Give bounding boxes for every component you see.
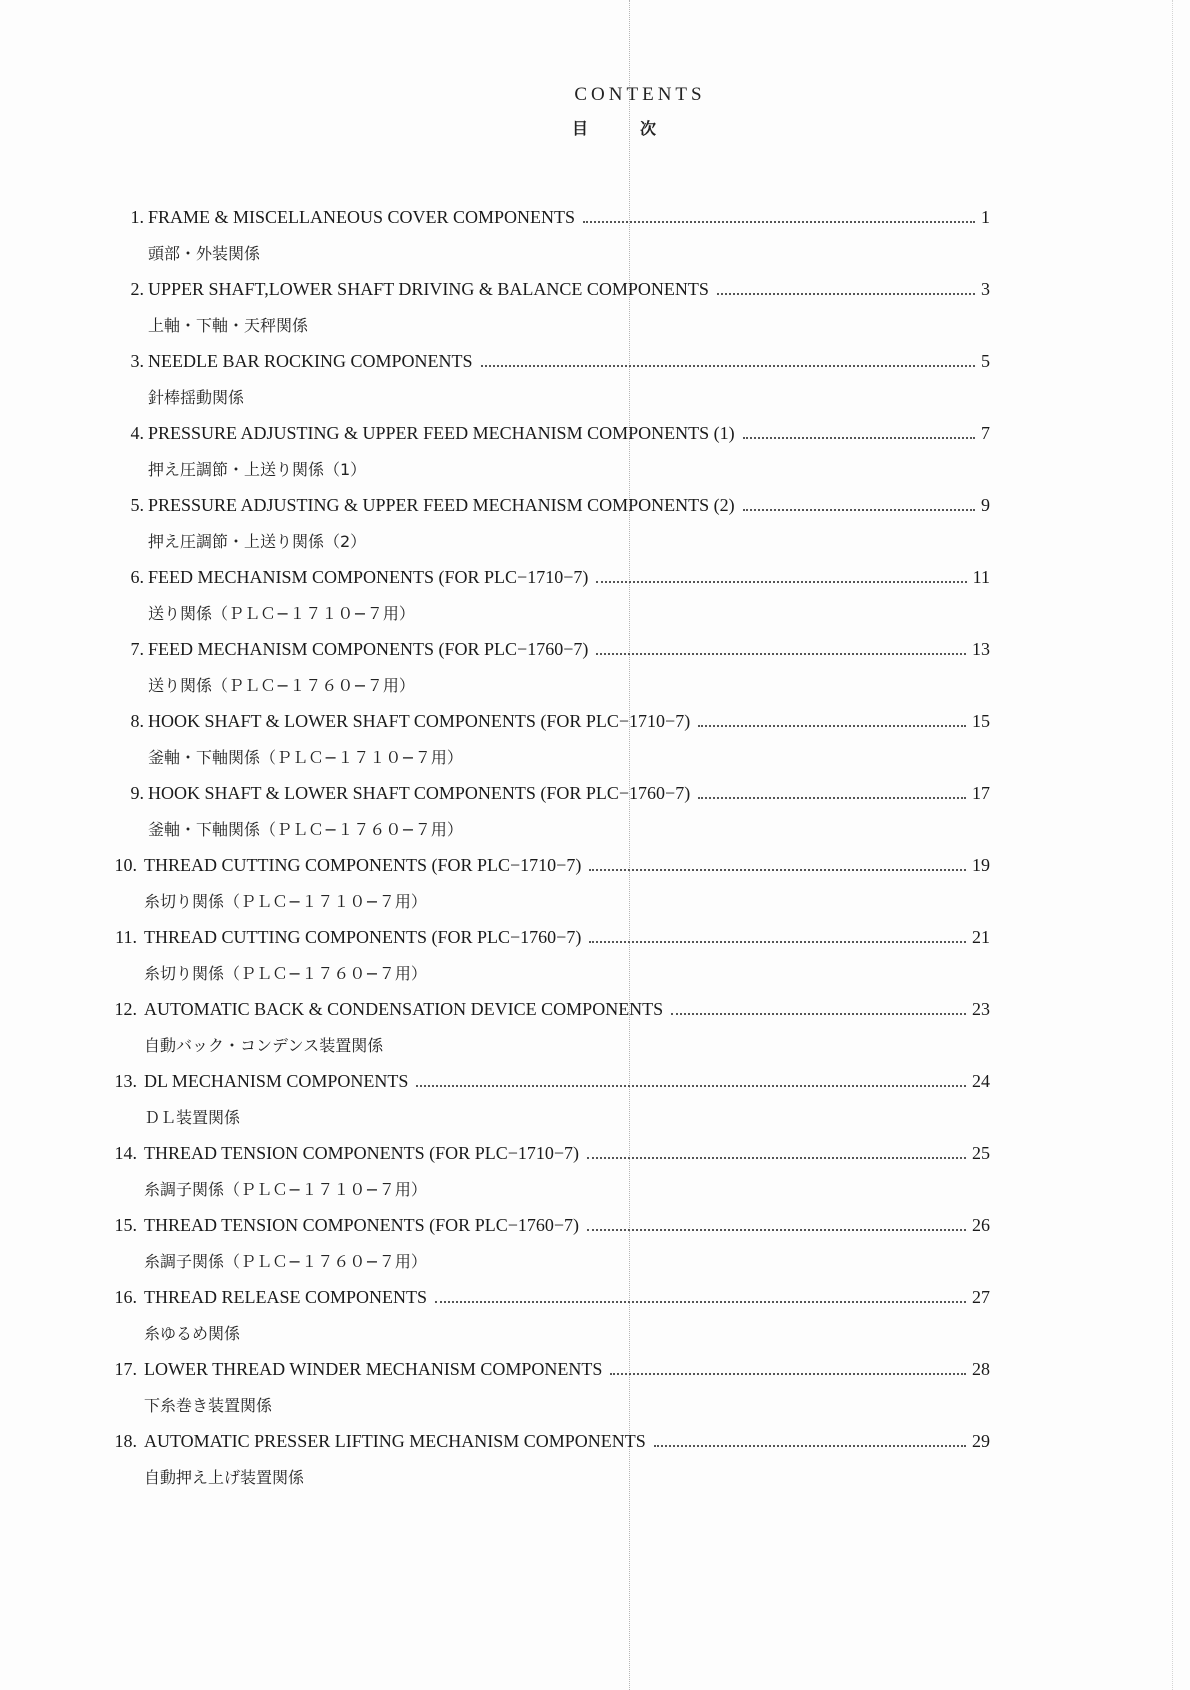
toc-leader-dots	[743, 493, 975, 511]
toc-entry[interactable]	[0, 1428, 1190, 1500]
toc-entry-title: FEED MECHANISM COMPONENTS (FOR PLC−1760−7)	[148, 639, 589, 659]
toc-entry-line	[148, 780, 990, 806]
toc-entry-title: NEEDLE BAR ROCKING COMPONENTS	[148, 351, 473, 371]
toc-entry-japanese: 上軸・下軸・天秤関係	[148, 316, 309, 335]
toc-entry-number: 1.	[130, 207, 144, 227]
toc-entry-line	[144, 924, 990, 950]
toc-leader-dots	[589, 925, 966, 943]
toc-entry-japanese: 針棒揺動関係	[148, 388, 245, 407]
toc-entry-row	[0, 564, 990, 590]
toc-page-number: 26	[972, 1215, 990, 1235]
toc-entry-line	[144, 852, 990, 878]
toc-leader-dots	[698, 709, 966, 727]
toc-entry[interactable]	[0, 924, 1190, 996]
toc-entry-line	[148, 420, 990, 446]
toc-entry[interactable]	[0, 276, 1190, 348]
toc-entry-number: 18.	[114, 1431, 137, 1451]
toc-entry-japanese: 頭部・外装関係	[148, 244, 261, 263]
toc-entry-row	[0, 708, 990, 734]
toc-leader-dots	[671, 997, 966, 1015]
toc-page-number: 24	[972, 1071, 990, 1091]
toc-entry-japanese: 糸切り関係（ＰＬＣ−１７１０−７用）	[144, 892, 427, 911]
toc-entry-row	[0, 1428, 990, 1454]
toc-entry-row	[0, 1068, 990, 1094]
toc-leader-dots	[596, 565, 966, 583]
toc-entry-title: DL MECHANISM COMPONENTS	[144, 1071, 409, 1091]
toc-entry-number: 8.	[130, 711, 144, 731]
toc-page-number: 21	[972, 927, 990, 947]
toc-entry-number: 13.	[114, 1071, 137, 1091]
toc-page-number: 15	[972, 711, 990, 731]
toc-entry-number: 10.	[114, 855, 137, 875]
toc-entry-line	[148, 564, 990, 590]
toc-entry-line	[144, 1428, 990, 1454]
toc-entry-number: 4.	[130, 423, 144, 443]
contents-title: CONTENTS	[574, 84, 706, 105]
toc-entry-number: 14.	[114, 1143, 137, 1163]
toc-entry-number: 12.	[114, 999, 137, 1019]
toc-page-number: 28	[972, 1359, 990, 1379]
toc-entry-line	[148, 276, 990, 302]
toc-leader-dots	[481, 349, 975, 367]
toc-entry[interactable]	[0, 1212, 1190, 1284]
toc-entry-number: 2.	[130, 279, 144, 299]
toc-entry-title: THREAD CUTTING COMPONENTS (FOR PLC−1760−7)	[144, 927, 582, 947]
toc-entry-title: UPPER SHAFT,LOWER SHAFT DRIVING & BALANCE COMPONENTS	[148, 279, 709, 299]
toc-entry-japanese: 糸調子関係（ＰＬＣ−１７１０−７用）	[144, 1180, 427, 1199]
toc-entry-number: 17.	[114, 1359, 137, 1379]
toc-entry[interactable]	[0, 1356, 1190, 1428]
toc-leader-dots	[610, 1357, 966, 1375]
contents-title-japanese: 目次	[571, 119, 708, 138]
toc-entry-line	[148, 708, 990, 734]
toc-entry-japanese: 下糸巻き装置関係	[144, 1396, 273, 1415]
toc-entry-row	[0, 996, 990, 1022]
toc-entry-line	[148, 348, 990, 374]
toc-entry-number: 3.	[130, 351, 144, 371]
toc-entry-number: 9.	[130, 783, 144, 803]
toc-entry-japanese: ＤＬ装置関係	[144, 1108, 241, 1127]
toc-entry-row	[0, 1212, 990, 1238]
toc-entry-japanese: 糸調子関係（ＰＬＣ−１７６０−７用）	[144, 1252, 427, 1271]
toc-entry-row	[0, 348, 990, 374]
toc-entry-number: 7.	[130, 639, 144, 659]
toc-entry-title: HOOK SHAFT & LOWER SHAFT COMPONENTS (FOR PLC−1710−7)	[148, 711, 691, 731]
toc-entry-japanese: 送り関係（ＰＬＣ−１７６０−７用）	[148, 676, 415, 695]
toc-page-number: 19	[972, 855, 990, 875]
toc-entry-row	[0, 276, 990, 302]
toc-entry-row	[0, 924, 990, 950]
toc-entry[interactable]	[0, 420, 1190, 492]
toc-entry-japanese: 自動バック・コンデンス装置関係	[144, 1036, 384, 1055]
toc-entry-japanese: 送り関係（ＰＬＣ−１７１０−７用）	[148, 604, 415, 623]
toc-entry-line	[144, 1212, 990, 1238]
toc-entry-line	[148, 492, 990, 518]
toc-entry-row	[0, 1356, 990, 1382]
toc-entry-number: 15.	[114, 1215, 137, 1235]
toc-page-number: 5	[981, 351, 990, 371]
toc-page-number: 17	[972, 783, 990, 803]
toc-entry-japanese: 押え圧調節・上送り関係（1）	[148, 460, 367, 479]
toc-entry-title: THREAD CUTTING COMPONENTS (FOR PLC−1710−7)	[144, 855, 582, 875]
toc-entry-line	[144, 1140, 990, 1166]
toc-entry-line	[148, 204, 990, 230]
toc-page-number: 3	[981, 279, 990, 299]
toc-page-number: 11	[972, 567, 990, 587]
toc-entry-title: LOWER THREAD WINDER MECHANISM COMPONENTS	[144, 1359, 603, 1379]
toc-leader-dots	[743, 421, 975, 439]
toc-entry-japanese: 押え圧調節・上送り関係（2）	[148, 532, 367, 551]
toc-entry-japanese: 釜軸・下軸関係（ＰＬＣ−１７１０−７用）	[148, 748, 463, 767]
toc-leader-dots	[587, 1213, 966, 1231]
toc-entry-title: THREAD TENSION COMPONENTS (FOR PLC−1710−7)	[144, 1143, 579, 1163]
toc-entry[interactable]	[0, 204, 1190, 276]
toc-entry-title: PRESSURE ADJUSTING & UPPER FEED MECHANISM COMPONENTS (2)	[148, 495, 735, 515]
toc-entry-number: 5.	[130, 495, 144, 515]
toc-leader-dots	[583, 205, 975, 223]
toc-page-number: 25	[972, 1143, 990, 1163]
toc-entry[interactable]	[0, 636, 1190, 708]
toc-leader-dots	[416, 1069, 966, 1087]
toc-entry-line	[144, 1284, 990, 1310]
toc-entry-japanese: 釜軸・下軸関係（ＰＬＣ−１７６０−７用）	[148, 820, 463, 839]
toc-page-number: 23	[972, 999, 990, 1019]
toc-entry-title: THREAD RELEASE COMPONENTS	[144, 1287, 428, 1307]
toc-entry-row	[0, 780, 990, 806]
toc-entry-title: FRAME & MISCELLANEOUS COVER COMPONENTS	[148, 207, 576, 227]
toc-entry-line	[148, 636, 990, 662]
toc-entry-title: AUTOMATIC BACK & CONDENSATION DEVICE COMPONENTS	[144, 999, 664, 1019]
toc-entry[interactable]	[0, 996, 1190, 1068]
toc-entry[interactable]	[0, 780, 1190, 852]
toc-entry-line	[144, 1356, 990, 1382]
toc-entry-row	[0, 1284, 990, 1310]
toc-entry-japanese: 糸ゆるめ関係	[144, 1324, 241, 1343]
toc-entry-row	[0, 420, 990, 446]
toc-entry-row	[0, 852, 990, 878]
toc-page-number: 1	[981, 207, 990, 227]
toc-leader-dots	[596, 637, 966, 655]
toc-entry-title: PRESSURE ADJUSTING & UPPER FEED MECHANISM COMPONENTS (1)	[148, 423, 735, 443]
toc-entry-title: THREAD TENSION COMPONENTS (FOR PLC−1760−7)	[144, 1215, 579, 1235]
toc-leader-dots	[435, 1285, 966, 1303]
toc-page-number: 13	[972, 639, 990, 659]
toc-page-number: 27	[972, 1287, 990, 1307]
toc-entry[interactable]	[0, 852, 1190, 924]
toc-entry[interactable]	[0, 564, 1190, 636]
toc-entry[interactable]	[0, 1140, 1190, 1212]
toc-entry-row	[0, 204, 990, 230]
toc-entry-title: HOOK SHAFT & LOWER SHAFT COMPONENTS (FOR PLC−1760−7)	[148, 783, 691, 803]
toc-entry-title: AUTOMATIC PRESSER LIFTING MECHANISM COMPONENTS	[144, 1431, 646, 1451]
toc-entry[interactable]	[0, 708, 1190, 780]
toc-leader-dots	[698, 781, 966, 799]
toc-entry-title: FEED MECHANISM COMPONENTS (FOR PLC−1710−7)	[148, 567, 589, 587]
toc-leader-dots	[587, 1141, 966, 1159]
toc-entry-line	[144, 1068, 990, 1094]
toc-entry-row	[0, 492, 990, 518]
toc-entry[interactable]	[0, 492, 1190, 564]
toc-entry-number: 16.	[114, 1287, 137, 1307]
toc-page-number: 7	[981, 423, 990, 443]
toc-entry-japanese: 糸切り関係（ＰＬＣ−１７６０−７用）	[144, 964, 427, 983]
toc-entry-number: 11.	[115, 927, 137, 947]
toc-page-number: 29	[972, 1431, 990, 1451]
toc-entry[interactable]	[0, 1284, 1190, 1356]
toc-entry[interactable]	[0, 1068, 1190, 1140]
toc-entry-row	[0, 636, 990, 662]
toc-entry-number: 6.	[130, 567, 144, 587]
toc-leader-dots	[654, 1429, 966, 1447]
toc-leader-dots	[589, 853, 966, 871]
table-of-contents	[0, 204, 1190, 1500]
toc-entry-japanese: 自動押え上げ装置関係	[144, 1468, 305, 1487]
toc-page-number: 9	[981, 495, 990, 515]
toc-entry[interactable]	[0, 348, 1190, 420]
toc-entry-row	[0, 1140, 990, 1166]
toc-leader-dots	[717, 277, 975, 295]
toc-entry-line	[144, 996, 990, 1022]
